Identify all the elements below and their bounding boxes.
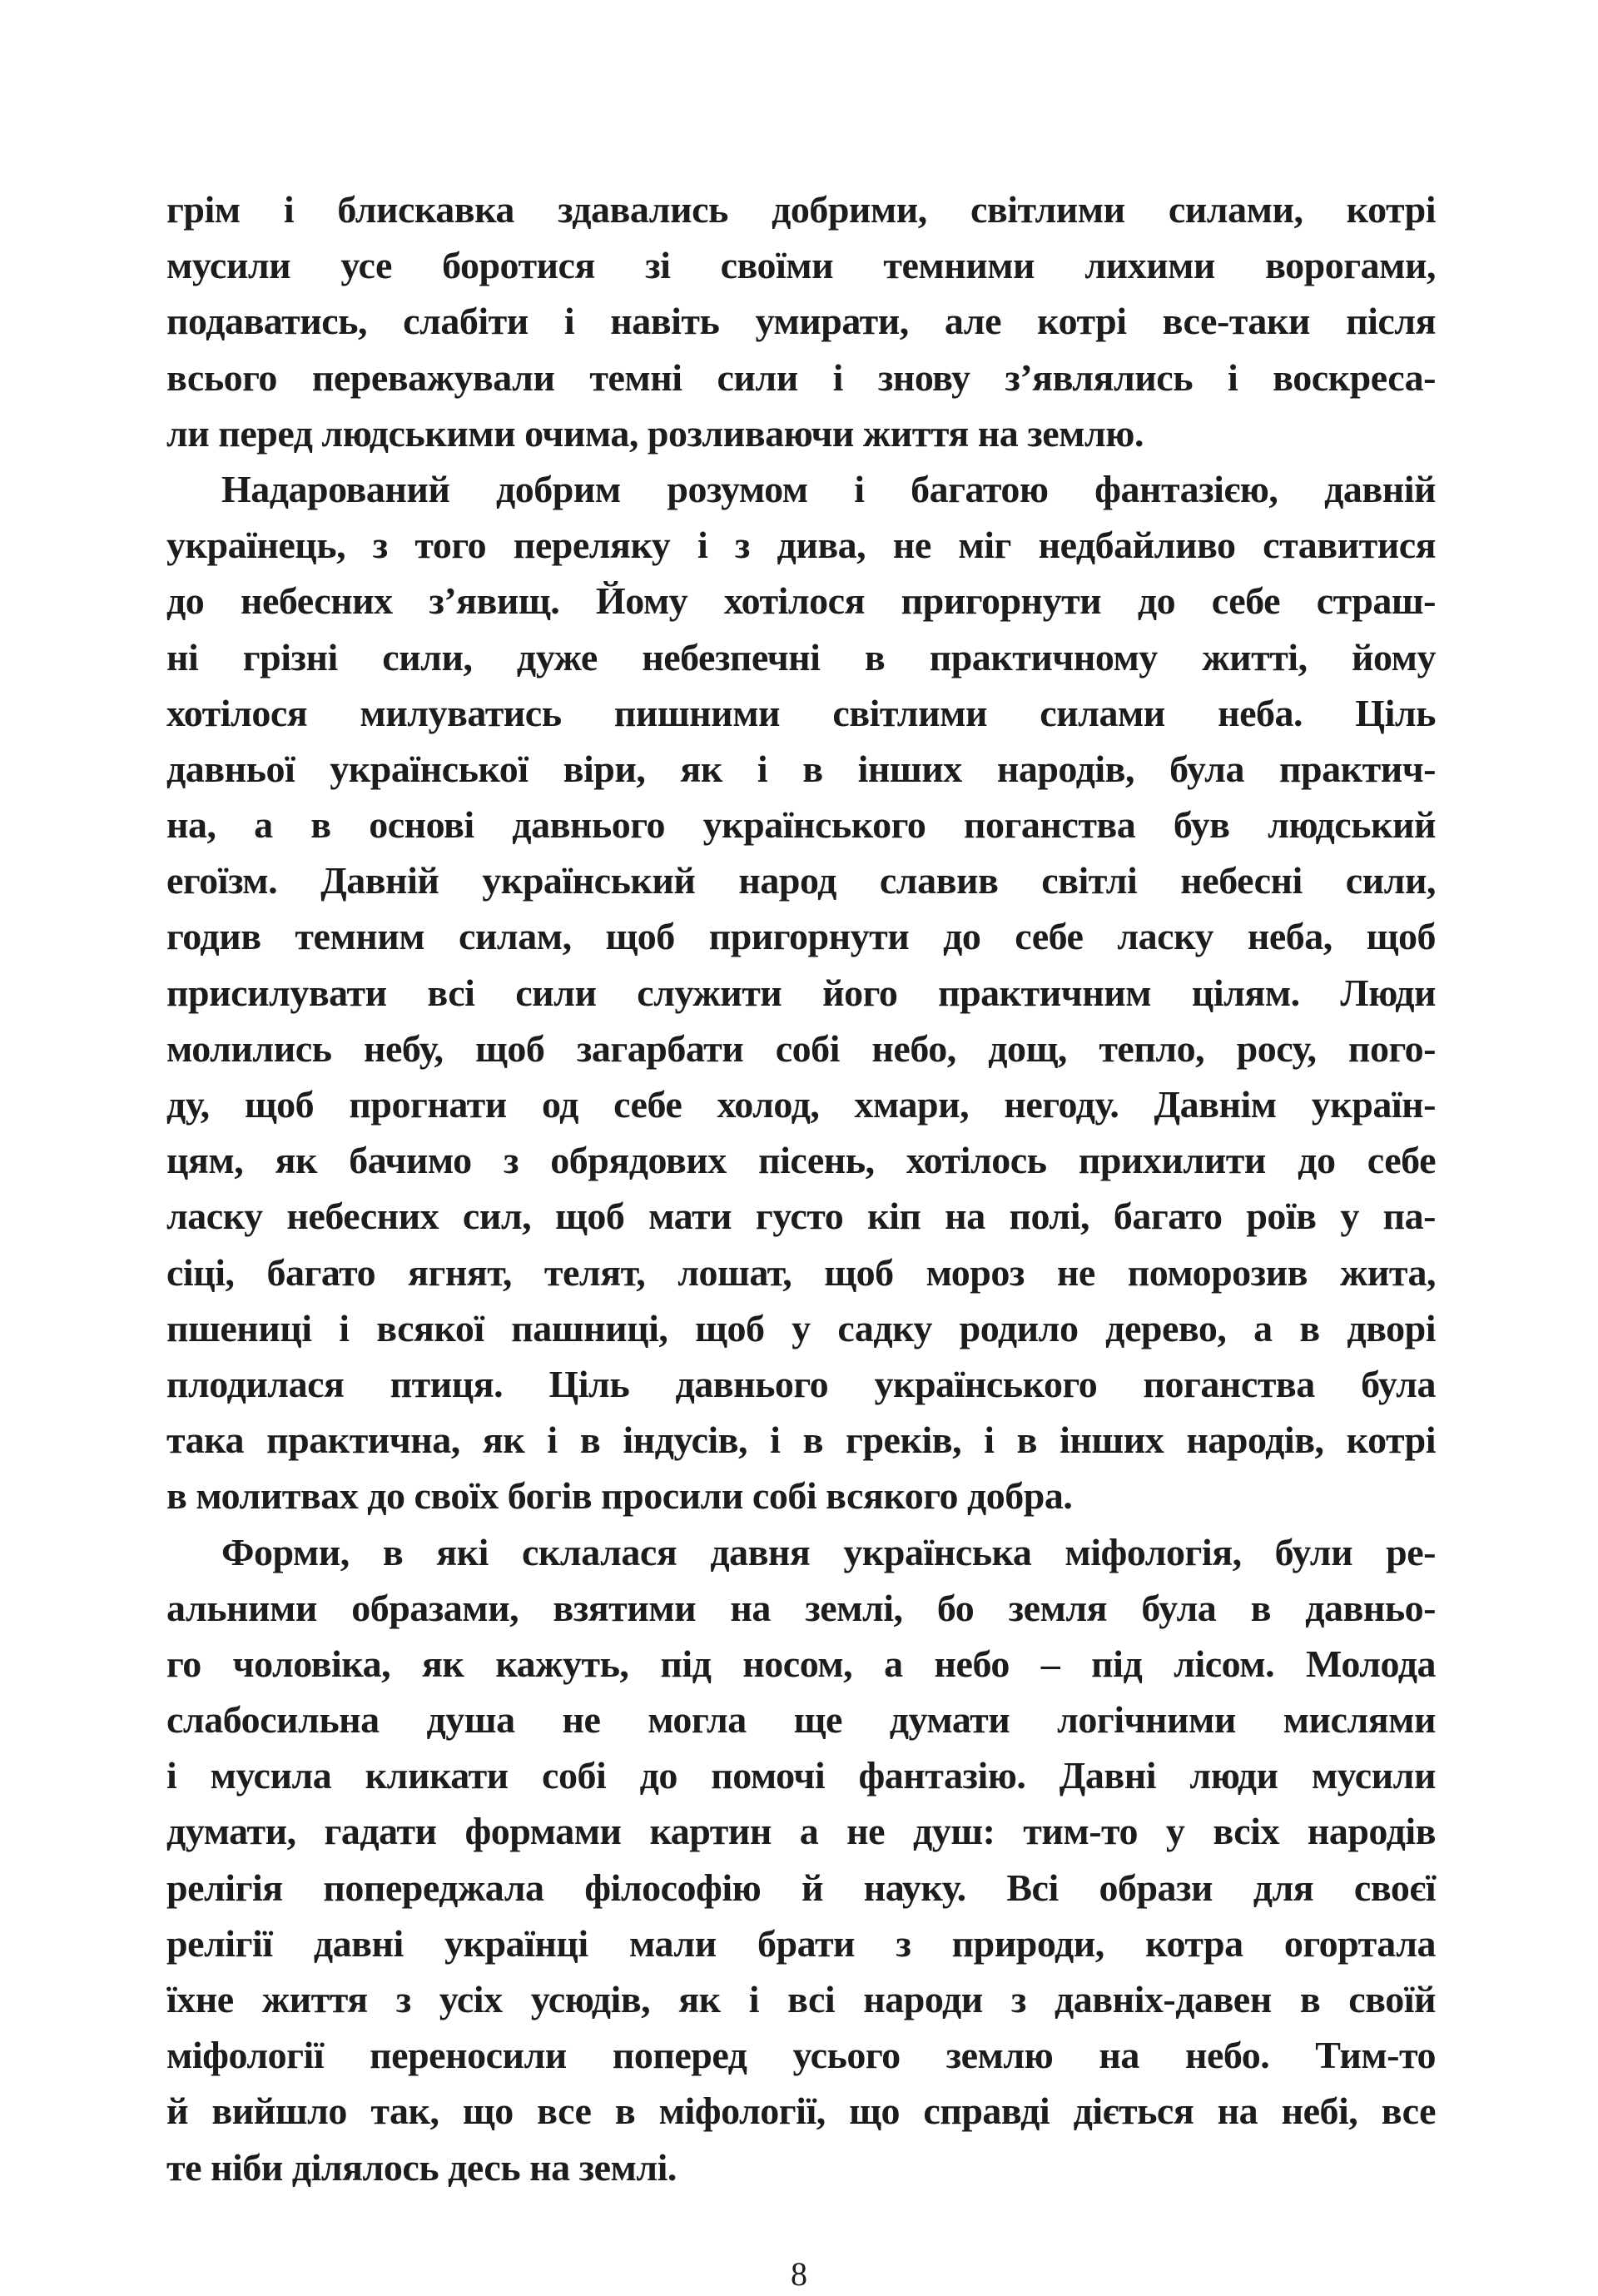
text-line: альними образами, взятими на землі, бо земля була в давньо- (166, 1586, 1436, 1629)
text-line: думати, гадати формами картин а не душ: тим-то у всіх народів (166, 1810, 1436, 1853)
text-line: до небесних з’явищ. Йому хотілося пригорнути до себе страш- (166, 579, 1436, 623)
text-line: і мусила кликати собі до помочі фантазію. Давні люди мусили (166, 1754, 1436, 1797)
text-line: плодилася птиця. Ціль давнього українського поганства була (166, 1362, 1436, 1405)
text-line: ласку небесних сил, щоб мати густо кіп на полі, багато роїв у па- (166, 1195, 1436, 1238)
text-line: подаватись, слабіти і навіть умирати, але котрі все-таки після (166, 300, 1436, 343)
text-line: цям, як бачимо з обрядових пісень, хотілось прихилити до себе (166, 1139, 1436, 1182)
text-line: присилувати всі сили служити його практичним цілям. Люди (166, 971, 1436, 1014)
text-line: егоїзм. Давній український народ славив світлі небесні сили, (166, 859, 1436, 902)
text-line: всього переважували темні сили і знову з’являлись і воскреса- (166, 355, 1436, 399)
text-line: молились небу, щоб загарбати собі небо, дощ, тепло, росу, пого- (166, 1026, 1436, 1070)
text-line: в молитвах до своїх богів просили собі всякого добра. (166, 1474, 1073, 1518)
paragraph (166, 181, 1436, 461)
text-line: міфології переносили поперед усього землю на небо. Тим-то (166, 2034, 1436, 2077)
text-line: ду, щоб прогнати од себе холод, хмари, негоду. Давнім україн- (166, 1083, 1436, 1126)
text-line: мусили усе боротися зі своїми темними лихими ворогами, (166, 244, 1436, 287)
text-line: ні грізні сили, дуже небезпечні в практичному житті, йому (166, 635, 1436, 678)
text-line: й вийшло так, що все в міфології, що справді діється на небі, все (166, 2090, 1436, 2133)
text-line: релігії давні українці мали брати з природи, котра огортала (166, 1921, 1436, 1965)
text-line: давньої української віри, як і в інших народів, була практич- (166, 747, 1436, 790)
text-line: пшениці і всякої пашниці, щоб у садку родило дерево, а в дворі (166, 1306, 1436, 1349)
text-line: сіці, багато ягнят, телят, лошат, щоб мороз не поморозив жита, (166, 1250, 1436, 1294)
page-body (166, 181, 1436, 2195)
text-line: Форми, в які склалася давня українська міфологія, були ре- (221, 1530, 1436, 1573)
text-line: хотілося милуватись пишними світлими силами неба. Ціль (166, 691, 1436, 734)
text-line: їхне життя з усіх усюдів, як і всі народи з давніх-давен в своїй (166, 1978, 1436, 2020)
text-line: ли перед людськими очима, розливаючи життя на землю. (166, 411, 1144, 455)
text-line: релігія попереджала філософію й науку. Всі образи для своєї (166, 1866, 1436, 1909)
text-line: годив темним силам, щоб пригорнути до себе ласку неба, щоб (166, 915, 1436, 958)
text-line: грім і блискавка здавались добрими, світлими силами, котрі (166, 188, 1436, 231)
text-line: українець, з того переляку і з дива, не міг недбайливо ставитися (166, 524, 1436, 567)
paragraph (166, 1524, 1436, 2195)
page-number: 8 (791, 2255, 807, 2293)
text-line: слабосильна душа не могла ще думати логічними мислями (166, 1698, 1436, 1742)
text-line: го чоловіка, як кажуть, під носом, а небо – під лісом. Молода (166, 1642, 1436, 1685)
text-line: така практична, як і в індусів, і в греків, і в інших народів, котрі (166, 1419, 1436, 1462)
text-line: Надарований добрим розумом і багатою фантазією, давній (221, 467, 1436, 510)
paragraph (166, 461, 1436, 1524)
text-line: те ніби ділялось десь на землі. (166, 2145, 677, 2189)
text-line: на, а в основі давнього українського поганства був людський (166, 803, 1436, 847)
